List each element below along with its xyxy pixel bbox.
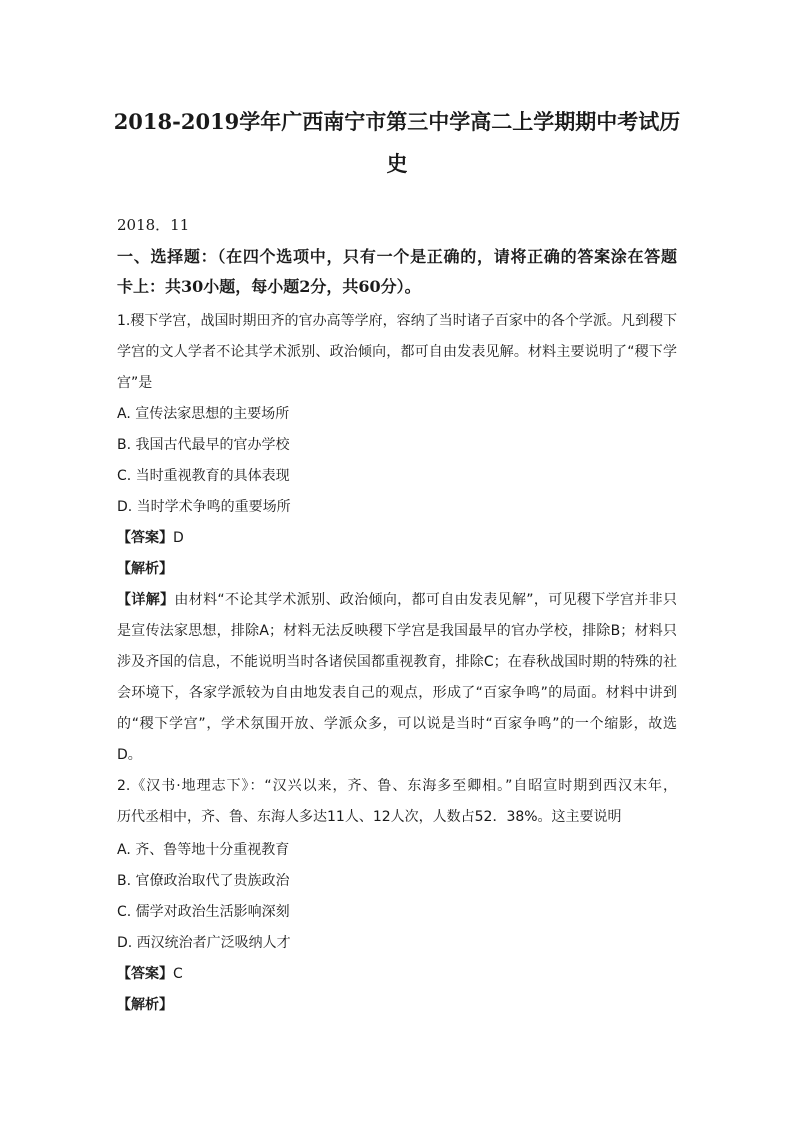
- q1-analysis-label: 【解析】: [117, 561, 173, 577]
- q1-detail-line-4: 会环境下，各家学派较为自由地发表自己的观点，形成了“百家争鸣”的局面。材料中讲到: [117, 685, 677, 701]
- q2-answer-value: C: [173, 966, 183, 982]
- q2-option-c: C. 儒学对政治生活影响深刻: [117, 904, 290, 920]
- q1-option-c: C. 当时重视教育的具体表现: [117, 468, 290, 484]
- q2-option-a: A. 齐、鲁等地十分重视教育: [117, 842, 290, 858]
- q1-detail-label: 【详解】: [117, 592, 175, 608]
- q1-stem-line-1: 1.稷下学宫，战国时期田齐的官办高等学府，容纳了当时诸子百家中的各个学派。凡到稷下: [117, 313, 677, 329]
- q2-answer-label: 【答案】: [117, 966, 173, 982]
- q1-detail-line-2: 是宣传法家思想，排除A；材料无法反映稷下学宫是我国最早的官办学校，排除B；材料只: [117, 623, 677, 639]
- q1-stem-line-3: 宫”是: [117, 375, 153, 391]
- q2-option-b: B. 官僚政治取代了贵族政治: [117, 873, 290, 889]
- q2-answer: [117, 964, 677, 984]
- q1-detail-text-1: 由材料“不论其学术派别、政治倾向，都可自由发表见解”，可见稷下学宫并非只: [174, 592, 677, 608]
- q2-stem-line-2: 历代丞相中，齐、鲁、东海人多达11人、12人次，人数占52．38%。这主要说明: [117, 809, 622, 825]
- q2-option-d: D. 西汉统治者广泛吸纳人才: [117, 935, 291, 951]
- q1-detail-line-1: [117, 590, 677, 610]
- q1-detail-line-6: D。: [117, 747, 142, 763]
- document-title-line-1: 2018-2019学年广西南宁市第三中学高二上学期期中考试历: [113, 109, 681, 134]
- q2-analysis-label: 【解析】: [117, 997, 173, 1013]
- q1-answer-label: 【答案】: [117, 530, 173, 546]
- q2-stem-line-1: 2.《汉书·地理志下》：“汉兴以来，齐、鲁、东海多至卿相。”自昭宣时期到西汉末年，: [117, 778, 677, 794]
- q1-option-b: B. 我国古代最早的官办学校: [117, 437, 290, 453]
- exam-date: 2018．11: [117, 216, 190, 234]
- q1-option-d: D. 当时学术争鸣的重要场所: [117, 499, 291, 515]
- section-heading-line-2: 卡上：共30小题，每小题2分，共60分）。: [117, 277, 421, 296]
- q1-stem-line-2: 学宫的文人学者不论其学术派别、政治倾向，都可自由发表见解。材料主要说明了“稷下学: [117, 344, 677, 360]
- document-title-line-2: 史: [386, 151, 408, 176]
- q1-option-a: A. 宣传法家思想的主要场所: [117, 406, 290, 422]
- section-heading-line-1: 一、选择题：（在四个选项中，只有一个是正确的，请将正确的答案涂在答题: [117, 247, 677, 266]
- q1-answer-value: D: [173, 530, 184, 546]
- q1-detail-line-5: 的“稷下学宫”，学术氛围开放、学派众多，可以说是当时“百家争鸣”的一个缩影，故选: [117, 716, 677, 732]
- q1-answer: [117, 528, 677, 548]
- q1-detail-line-3: 涉及齐国的信息，不能说明当时各诸侯国都重视教育，排除C；在春秋战国时期的特殊的社: [117, 654, 677, 670]
